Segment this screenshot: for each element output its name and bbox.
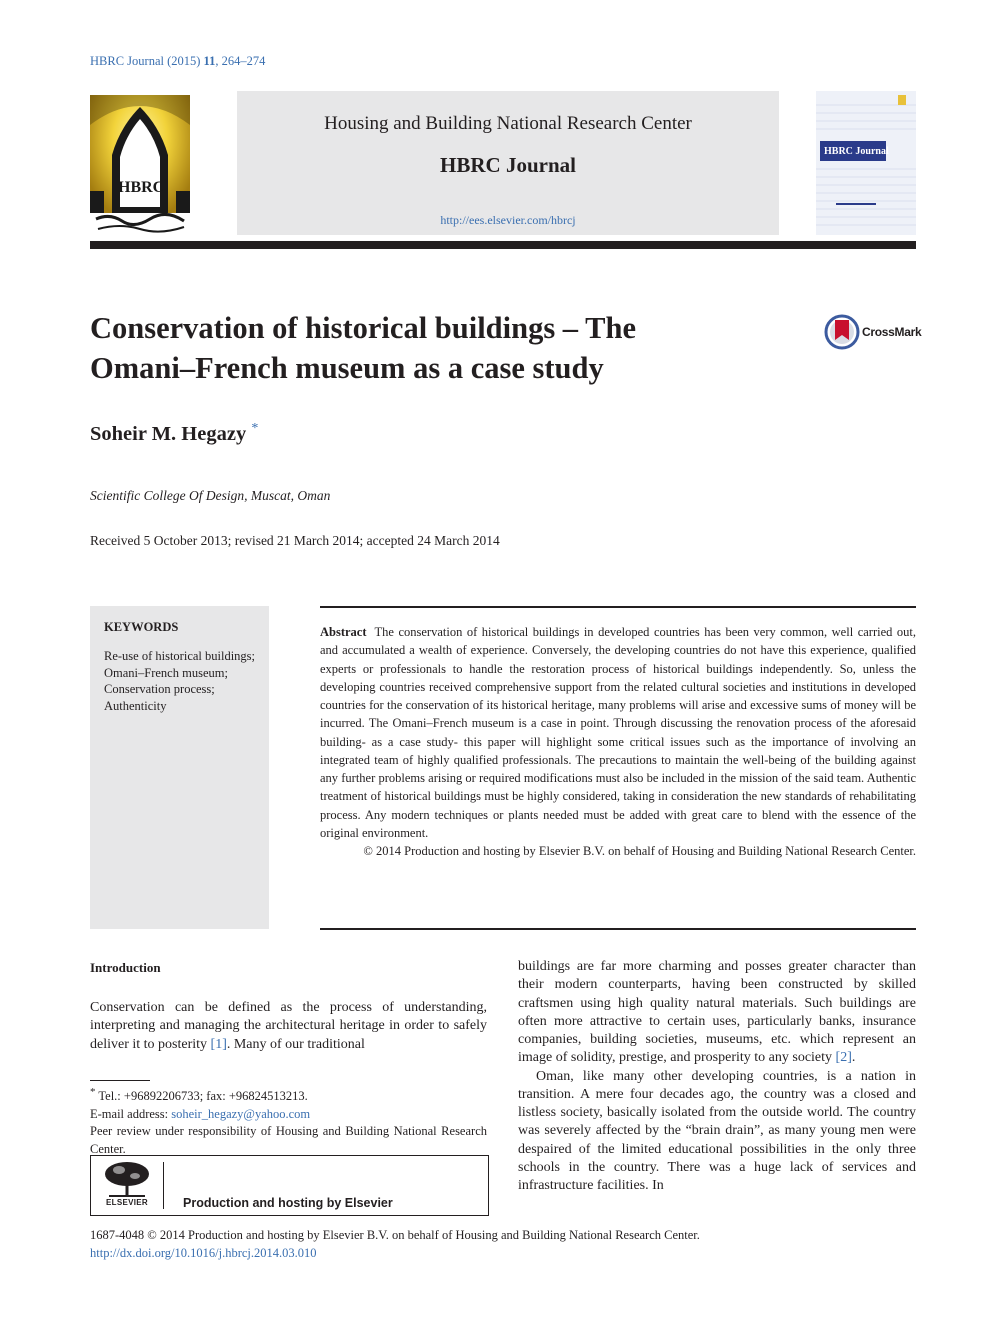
author-name [90,421,258,446]
body-paragraph: Oman, like many other developing countries, is a nation in transition. A mere four decades ago, the country was a closed and listless society, basically isolated from the outside world. The country was severely affected by the “brain drain”, as many young men were despaired of the limited educational possibilities in the only three schools in the country. There was a huge lack of services and infrastructure facilities. In [518,1068,916,1193]
body-text: buildings are far more charming and posses greater character than their modern counterparts, having been constructed by skilled craftsmen using high quality natural materials. Such buildings are often more attractive to certain uses, particularly banks, insurance companies, building societies, museums, etc. which represent an image of solidity, prestige, and prosperity to any society [518,959,916,1066]
affiliation: Scientific College Of Design, Muscat, Oman [90,488,331,503]
journal-banner [237,91,779,235]
abstract [320,623,916,860]
crossmark-icon [824,314,860,350]
body-text: Conservation can be defined as the process of understanding, interpreting and managing the architectural heritage in order to safely deliver it to posterity [90,1000,487,1052]
abstract-text: The conservation of historical buildings in developed countries has been very common, well carried out, and accumulated a wealth of experience. Conversely, the developing countries do not have this experience, qualified experts or professionals to handle the restoration process of historical buildings independently. So, unless the developing countries received comprehensive support from the related cultural societies and institutions in developed countries for the conservation of its historical heritage, many problems will arise and excessive sums of money will be incurred. The Omani–French museum is a case in point. Through discussing the renovation process of the aforesaid building- as a case study- this paper will highlight some critical issues such as the importance of involving an integrated team of highly qualified professionals. The precautions to maintain the well-being of the building against any further problems arising or required modifications must also be included in the mission of the said team. Authentic treatment of historical buildings must be highly considered, taking in consideration the new standards of rehabilitating process. Any modern techniques or plants needed must be added with great care to blend with the essence of the original environment. [320,625,916,840]
introduction-heading: Introduction [90,960,161,975]
elsevier-tree-icon [101,1160,153,1198]
hbrc-logo-text: HBRC [118,179,165,196]
center-name: Housing and Building National Research Center [324,113,692,134]
keywords-list [104,648,264,714]
cover-graphic-icon [816,91,916,235]
journal-url-link[interactable]: http://ees.elsevier.com/hbrcj [440,213,576,227]
doi-link[interactable]: http://dx.doi.org/10.1016/j.hbrcj.2014.03.010 [90,1246,317,1260]
article-dates: Received 5 October 2013; revised 21 March 2014; accepted 24 March 2014 [90,533,500,548]
body-text: . [851,1050,856,1066]
crossmark-label: CrossMark [862,325,922,339]
hbrc-logo-icon [90,95,190,237]
reference-link[interactable]: [2] [835,1050,852,1066]
footnote-email [90,1106,487,1124]
citation-volume: 11 [203,54,216,68]
keyword-item: Re-use of historical buildings; [104,649,256,663]
author-name-text: Soheir M. Hegazy [90,422,247,445]
footnote-rule [90,1080,150,1081]
keyword-item: Authenticity [104,698,167,713]
keywords-heading: KEYWORDS [104,620,179,634]
abstract-body [320,623,916,842]
elsevier-hosting-box [90,1155,489,1216]
keyword-item: Omani–French museum; [104,665,228,680]
keywords-box [90,606,269,929]
footer-issn: 1687-4048 © 2014 Production and hosting by Elsevier B.V. on behalf of Housing and Building National Research Center. [90,1228,700,1242]
journal-cover-thumbnail [816,91,916,235]
footnote-peer-review: Peer review under responsibility of Housing and Building National Research Center. [90,1124,487,1156]
footnote [90,1084,487,1158]
keyword-item: Conservation process; [104,682,215,696]
abstract-copyright: © 2014 Production and hosting by Elsevier B.V. on behalf of Housing and Building National Research Center. [363,844,916,858]
elsevier-hosting-label: Production and hosting by Elsevier [183,1196,393,1210]
header-rule [90,241,916,249]
journal-citation[interactable] [90,54,265,69]
abstract-label: Abstract [320,625,367,639]
cover-journal-title: HBRC Journal [824,146,889,157]
citation-journal: HBRC Journal (2015) [90,54,201,68]
hbrc-logo [90,95,190,237]
email-label: E-mail address: [90,1106,172,1121]
article-title: Conservation of historical buildings – The Omani–French museum as a case study [90,311,636,385]
body-right-column [518,958,916,1195]
journal-name: HBRC Journal [440,153,576,177]
reference-link[interactable]: [1] [210,1036,227,1052]
crossmark-button[interactable] [824,314,922,350]
body-paragraph [518,958,916,1068]
elsevier-wordmark: ELSEVIER [106,1198,148,1207]
footnote-contact-text: Tel.: +96892206733; fax: +96824513213. [95,1089,308,1104]
author-email-link[interactable]: soheir_hegazy@yahoo.com [171,1106,311,1121]
body-text: . Many of our traditional [226,1036,365,1052]
citation-pages: , 264–274 [215,54,266,68]
abstract-bottom-rule [320,928,916,930]
abstract-top-rule [320,606,916,608]
author-footnote-link[interactable]: * [251,421,259,436]
footnote-contact [90,1084,487,1106]
footnote-mark: * [90,1086,96,1098]
body-left-column [90,999,487,1054]
elsevier-box-divider [163,1162,164,1209]
